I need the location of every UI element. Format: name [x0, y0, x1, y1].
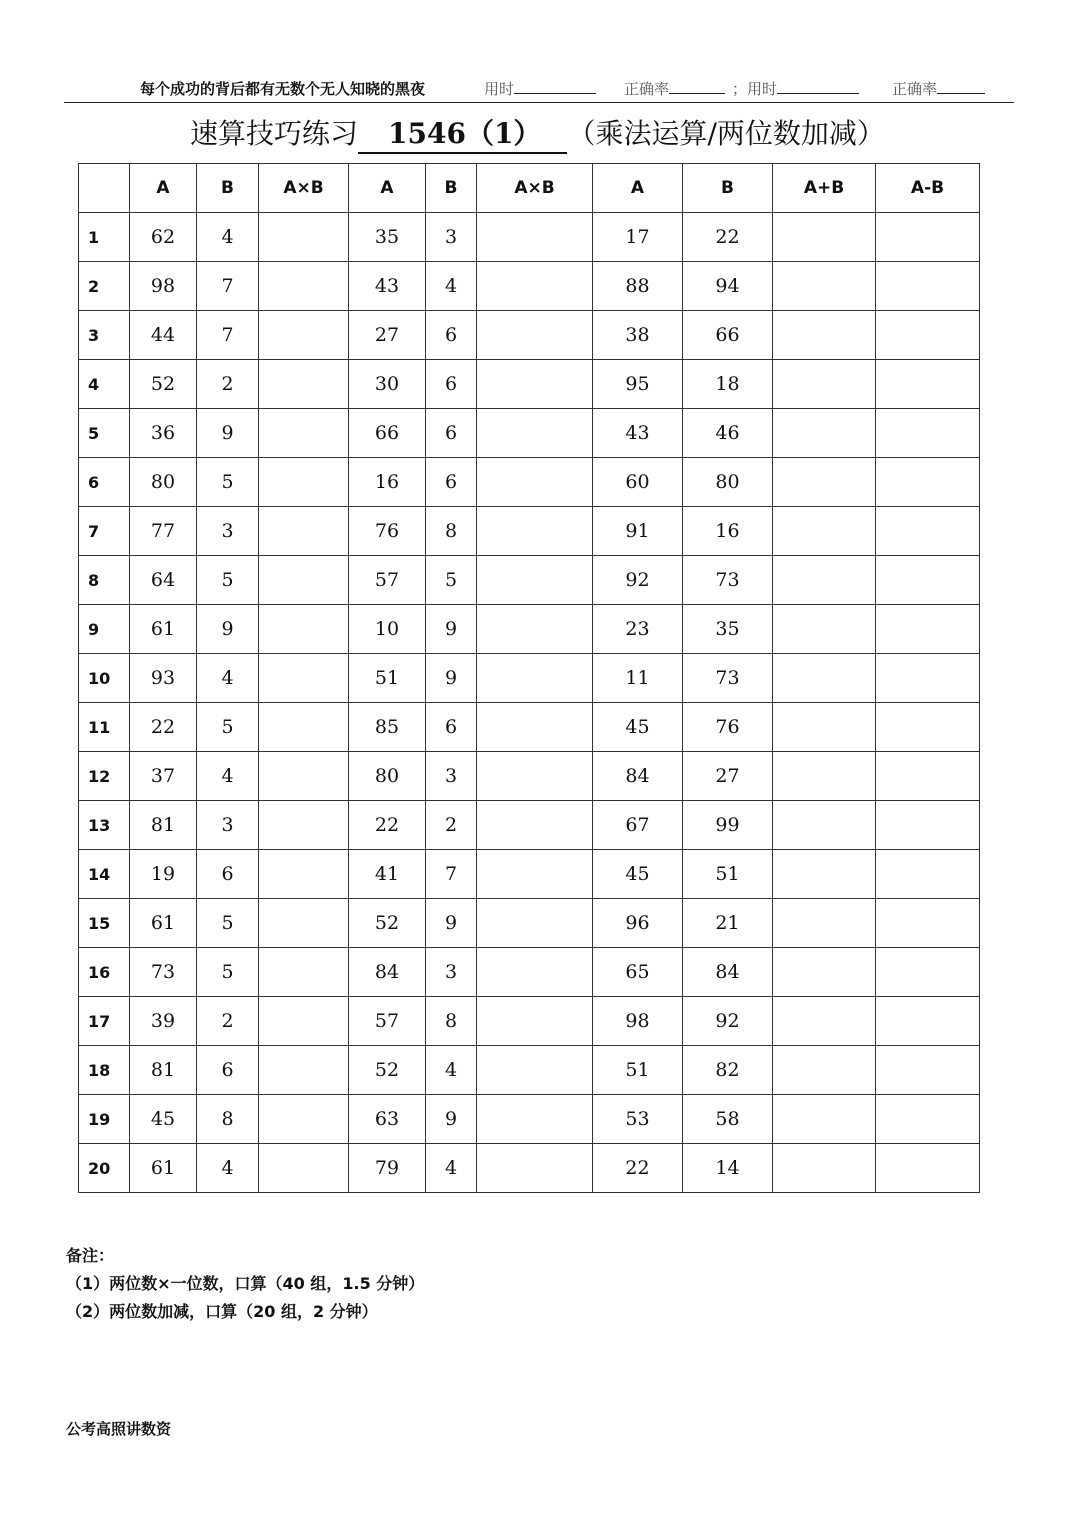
- accuracy-label-1: 正确率: [624, 80, 670, 98]
- operand-cell: 22: [593, 1144, 683, 1193]
- operand-cell: 10: [349, 605, 426, 654]
- answer-cell[interactable]: [773, 262, 876, 311]
- operand-cell: 21: [683, 899, 773, 948]
- answer-cell[interactable]: [876, 507, 980, 556]
- table-row: [79, 948, 980, 997]
- operand-cell: 66: [349, 409, 426, 458]
- notes-heading: 备注：: [66, 1246, 115, 1265]
- table-body: [79, 213, 980, 1193]
- table-row: [79, 507, 980, 556]
- operand-cell: 52: [349, 899, 426, 948]
- operand-cell: 57: [349, 556, 426, 605]
- accuracy-blank-1[interactable]: [669, 79, 725, 94]
- operand-cell: 67: [593, 801, 683, 850]
- row-number: 7: [79, 507, 130, 556]
- answer-cell[interactable]: [876, 801, 980, 850]
- operand-cell: 45: [130, 1095, 197, 1144]
- operand-cell: 45: [593, 850, 683, 899]
- footer-text: 公考高照讲数资: [66, 1420, 172, 1438]
- answer-cell[interactable]: [773, 458, 876, 507]
- answer-cell[interactable]: [259, 605, 349, 654]
- answer-cell[interactable]: [477, 605, 593, 654]
- row-number: 13: [79, 801, 130, 850]
- answer-cell[interactable]: [876, 213, 980, 262]
- operand-cell: 91: [593, 507, 683, 556]
- row-number: 14: [79, 850, 130, 899]
- operand-cell: 84: [683, 948, 773, 997]
- operand-cell: 22: [349, 801, 426, 850]
- operand-cell: 58: [683, 1095, 773, 1144]
- operand-cell: 2: [197, 360, 259, 409]
- row-number: 1: [79, 213, 130, 262]
- table-row: [79, 703, 980, 752]
- row-number: 18: [79, 1046, 130, 1095]
- operand-cell: 5: [197, 556, 259, 605]
- answer-cell[interactable]: [773, 703, 876, 752]
- column-header: B: [683, 164, 773, 213]
- operand-cell: 22: [130, 703, 197, 752]
- column-header: [79, 164, 130, 213]
- table-row: [79, 262, 980, 311]
- row-number: 19: [79, 1095, 130, 1144]
- answer-cell[interactable]: [477, 801, 593, 850]
- row-number: 12: [79, 752, 130, 801]
- answer-cell[interactable]: [773, 948, 876, 997]
- operand-cell: 66: [683, 311, 773, 360]
- answer-cell[interactable]: [477, 409, 593, 458]
- operand-cell: 5: [426, 556, 477, 605]
- operand-cell: 38: [593, 311, 683, 360]
- operand-cell: 2: [197, 997, 259, 1046]
- practice-table: [78, 163, 980, 1193]
- operand-cell: 9: [197, 605, 259, 654]
- row-number: 8: [79, 556, 130, 605]
- operand-cell: 61: [130, 605, 197, 654]
- operand-cell: 94: [683, 262, 773, 311]
- operand-cell: 17: [593, 213, 683, 262]
- operand-cell: 65: [593, 948, 683, 997]
- row-number: 15: [79, 899, 130, 948]
- operand-cell: 5: [197, 899, 259, 948]
- operand-cell: 30: [349, 360, 426, 409]
- answer-cell[interactable]: [259, 850, 349, 899]
- answer-cell[interactable]: [477, 948, 593, 997]
- operand-cell: 73: [683, 654, 773, 703]
- time-field-1[interactable]: [484, 78, 596, 99]
- operand-cell: 80: [683, 458, 773, 507]
- note-item-1: （1）两位数×一位数，口算（40 组，1.5 分钟）: [66, 1274, 425, 1293]
- answer-cell[interactable]: [259, 1144, 349, 1193]
- column-header: A+B: [773, 164, 876, 213]
- operand-cell: 4: [197, 1144, 259, 1193]
- table-header-row: [79, 164, 980, 213]
- operand-cell: 27: [349, 311, 426, 360]
- column-header: A-B: [876, 164, 980, 213]
- operand-cell: 98: [130, 262, 197, 311]
- column-header: B: [426, 164, 477, 213]
- row-number: 17: [79, 997, 130, 1046]
- table-row: [79, 1046, 980, 1095]
- answer-cell[interactable]: [477, 703, 593, 752]
- operand-cell: 57: [349, 997, 426, 1046]
- table-row: [79, 997, 980, 1046]
- operand-cell: 4: [426, 1144, 477, 1193]
- operand-cell: 6: [426, 360, 477, 409]
- table-row: [79, 311, 980, 360]
- answer-cell[interactable]: [477, 213, 593, 262]
- answer-cell[interactable]: [876, 752, 980, 801]
- answer-cell[interactable]: [773, 997, 876, 1046]
- operand-cell: 79: [349, 1144, 426, 1193]
- answer-cell[interactable]: [477, 311, 593, 360]
- operand-cell: 8: [197, 1095, 259, 1144]
- operand-cell: 95: [593, 360, 683, 409]
- answer-cell[interactable]: [477, 458, 593, 507]
- operand-cell: 52: [130, 360, 197, 409]
- answer-cell[interactable]: [259, 507, 349, 556]
- operand-cell: 19: [130, 850, 197, 899]
- operand-cell: 76: [683, 703, 773, 752]
- operand-cell: 9: [426, 899, 477, 948]
- answer-cell[interactable]: [259, 899, 349, 948]
- answer-cell[interactable]: [477, 752, 593, 801]
- header-bar: [64, 76, 1014, 103]
- operand-cell: 22: [683, 213, 773, 262]
- answer-cell[interactable]: [477, 360, 593, 409]
- answer-cell[interactable]: [773, 213, 876, 262]
- column-header: B: [197, 164, 259, 213]
- operand-cell: 9: [426, 1095, 477, 1144]
- operand-cell: 3: [426, 948, 477, 997]
- operand-cell: 4: [197, 654, 259, 703]
- operand-cell: 35: [349, 213, 426, 262]
- answer-cell[interactable]: [477, 997, 593, 1046]
- operand-cell: 45: [593, 703, 683, 752]
- table-row: [79, 654, 980, 703]
- operand-cell: 4: [197, 213, 259, 262]
- answer-cell[interactable]: [876, 605, 980, 654]
- operand-cell: 44: [130, 311, 197, 360]
- operand-cell: 39: [130, 997, 197, 1046]
- row-number: 3: [79, 311, 130, 360]
- answer-cell[interactable]: [477, 262, 593, 311]
- answer-cell[interactable]: [773, 752, 876, 801]
- time-blank-2[interactable]: [777, 79, 859, 94]
- operand-cell: 60: [593, 458, 683, 507]
- operand-cell: 7: [197, 262, 259, 311]
- answer-cell[interactable]: [876, 1046, 980, 1095]
- table-row: [79, 409, 980, 458]
- answer-cell[interactable]: [259, 1095, 349, 1144]
- answer-cell[interactable]: [773, 311, 876, 360]
- table-row: [79, 1144, 980, 1193]
- answer-cell[interactable]: [876, 703, 980, 752]
- column-header: A: [130, 164, 197, 213]
- table-row: [79, 213, 980, 262]
- operand-cell: 27: [683, 752, 773, 801]
- operand-cell: 53: [593, 1095, 683, 1144]
- table-row: [79, 850, 980, 899]
- answer-cell[interactable]: [773, 1095, 876, 1144]
- operand-cell: 73: [130, 948, 197, 997]
- operand-cell: 5: [197, 948, 259, 997]
- operand-cell: 85: [349, 703, 426, 752]
- operand-cell: 73: [683, 556, 773, 605]
- answer-cell[interactable]: [259, 752, 349, 801]
- operand-cell: 3: [197, 507, 259, 556]
- operand-cell: 35: [683, 605, 773, 654]
- accuracy-label-2: 正确率: [892, 80, 938, 98]
- row-number: 10: [79, 654, 130, 703]
- operand-cell: 98: [593, 997, 683, 1046]
- answer-cell[interactable]: [773, 360, 876, 409]
- answer-cell[interactable]: [477, 507, 593, 556]
- answer-cell[interactable]: [259, 311, 349, 360]
- operand-cell: 96: [593, 899, 683, 948]
- answer-cell[interactable]: [477, 1095, 593, 1144]
- answer-cell[interactable]: [876, 360, 980, 409]
- table-row: [79, 360, 980, 409]
- answer-cell[interactable]: [477, 556, 593, 605]
- time-field-2[interactable]: [732, 78, 859, 99]
- table-row: [79, 801, 980, 850]
- column-header: A: [593, 164, 683, 213]
- operand-cell: 43: [593, 409, 683, 458]
- time-blank-1[interactable]: [514, 79, 596, 94]
- accuracy-blank-2[interactable]: [937, 79, 985, 94]
- operand-cell: 84: [349, 948, 426, 997]
- operand-cell: 4: [426, 1046, 477, 1095]
- operand-cell: 52: [349, 1046, 426, 1095]
- operand-cell: 9: [197, 409, 259, 458]
- row-number: 6: [79, 458, 130, 507]
- operand-cell: 61: [130, 899, 197, 948]
- row-number: 11: [79, 703, 130, 752]
- answer-cell[interactable]: [259, 703, 349, 752]
- operand-cell: 5: [197, 458, 259, 507]
- operand-cell: 18: [683, 360, 773, 409]
- operand-cell: 36: [130, 409, 197, 458]
- operand-cell: 7: [197, 311, 259, 360]
- operand-cell: 5: [197, 703, 259, 752]
- operand-cell: 92: [593, 556, 683, 605]
- table-row: [79, 899, 980, 948]
- operand-cell: 16: [683, 507, 773, 556]
- operand-cell: 2: [426, 801, 477, 850]
- answer-cell[interactable]: [773, 605, 876, 654]
- operand-cell: 82: [683, 1046, 773, 1095]
- page-title: [190, 112, 910, 152]
- answer-cell[interactable]: [876, 899, 980, 948]
- operand-cell: 4: [426, 262, 477, 311]
- operand-cell: 4: [197, 752, 259, 801]
- notes-section: [66, 1242, 424, 1326]
- answer-cell[interactable]: [876, 850, 980, 899]
- table-row: [79, 605, 980, 654]
- operand-cell: 62: [130, 213, 197, 262]
- operand-cell: 93: [130, 654, 197, 703]
- operand-cell: 11: [593, 654, 683, 703]
- operand-cell: 51: [349, 654, 426, 703]
- row-number: 2: [79, 262, 130, 311]
- operand-cell: 6: [197, 1046, 259, 1095]
- answer-cell[interactable]: [876, 997, 980, 1046]
- time-label-1: 用时: [484, 80, 515, 98]
- answer-cell[interactable]: [773, 850, 876, 899]
- title-number: 1546（1）: [358, 112, 567, 154]
- answer-cell[interactable]: [773, 899, 876, 948]
- operand-cell: 3: [426, 752, 477, 801]
- answer-cell[interactable]: [773, 1144, 876, 1193]
- operand-cell: 81: [130, 1046, 197, 1095]
- answer-cell[interactable]: [259, 1046, 349, 1095]
- row-number: 5: [79, 409, 130, 458]
- answer-cell[interactable]: [477, 850, 593, 899]
- operand-cell: 6: [426, 703, 477, 752]
- answer-cell[interactable]: [876, 409, 980, 458]
- answer-cell[interactable]: [876, 948, 980, 997]
- answer-cell[interactable]: [259, 458, 349, 507]
- operand-cell: 84: [593, 752, 683, 801]
- operand-cell: 3: [426, 213, 477, 262]
- column-header: A: [349, 164, 426, 213]
- operand-cell: 46: [683, 409, 773, 458]
- operand-cell: 6: [197, 850, 259, 899]
- operand-cell: 9: [426, 605, 477, 654]
- answer-cell[interactable]: [259, 262, 349, 311]
- operand-cell: 6: [426, 458, 477, 507]
- row-number: 4: [79, 360, 130, 409]
- operand-cell: 41: [349, 850, 426, 899]
- answer-cell[interactable]: [259, 948, 349, 997]
- operand-cell: 7: [426, 850, 477, 899]
- row-number: 20: [79, 1144, 130, 1193]
- operand-cell: 64: [130, 556, 197, 605]
- title-suffix: （乘法运算/两位数加减）: [567, 117, 885, 150]
- table-row: [79, 458, 980, 507]
- operand-cell: 81: [130, 801, 197, 850]
- operand-cell: 77: [130, 507, 197, 556]
- time-label-2: 用时: [747, 80, 778, 98]
- answer-cell[interactable]: [773, 409, 876, 458]
- operand-cell: 14: [683, 1144, 773, 1193]
- column-header: A×B: [477, 164, 593, 213]
- answer-cell[interactable]: [876, 311, 980, 360]
- operand-cell: 6: [426, 409, 477, 458]
- answer-cell[interactable]: [773, 654, 876, 703]
- operand-cell: 63: [349, 1095, 426, 1144]
- answer-cell[interactable]: [477, 1046, 593, 1095]
- operand-cell: 51: [593, 1046, 683, 1095]
- answer-cell[interactable]: [259, 654, 349, 703]
- answer-cell[interactable]: [876, 1095, 980, 1144]
- table-row: [79, 1095, 980, 1144]
- operand-cell: 88: [593, 262, 683, 311]
- column-header: A×B: [259, 164, 349, 213]
- operand-cell: 92: [683, 997, 773, 1046]
- operand-cell: 23: [593, 605, 683, 654]
- answer-cell[interactable]: [876, 458, 980, 507]
- row-number: 16: [79, 948, 130, 997]
- separator: ；: [732, 80, 748, 98]
- answer-cell[interactable]: [773, 1046, 876, 1095]
- note-item-2: （2）两位数加减，口算（20 组，2 分钟）: [66, 1302, 378, 1321]
- answer-cell[interactable]: [876, 262, 980, 311]
- answer-cell[interactable]: [876, 556, 980, 605]
- operand-cell: 76: [349, 507, 426, 556]
- operand-cell: 8: [426, 997, 477, 1046]
- accuracy-field-1[interactable]: [624, 78, 725, 99]
- motto-text: 每个成功的背后都有无数个无人知晓的黑夜: [140, 80, 426, 98]
- answer-cell[interactable]: [477, 1144, 593, 1193]
- operand-cell: 99: [683, 801, 773, 850]
- operand-cell: 43: [349, 262, 426, 311]
- title-prefix: 速算技巧练习: [190, 117, 359, 150]
- answer-cell[interactable]: [259, 997, 349, 1046]
- table-row: [79, 752, 980, 801]
- operand-cell: 80: [130, 458, 197, 507]
- answer-cell[interactable]: [259, 360, 349, 409]
- accuracy-field-2[interactable]: [892, 78, 985, 99]
- answer-cell[interactable]: [259, 556, 349, 605]
- answer-cell[interactable]: [773, 556, 876, 605]
- answer-cell[interactable]: [876, 654, 980, 703]
- row-number: 9: [79, 605, 130, 654]
- answer-cell[interactable]: [259, 409, 349, 458]
- answer-cell[interactable]: [259, 213, 349, 262]
- operand-cell: 61: [130, 1144, 197, 1193]
- operand-cell: 8: [426, 507, 477, 556]
- answer-cell[interactable]: [259, 801, 349, 850]
- answer-cell[interactable]: [477, 899, 593, 948]
- operand-cell: 37: [130, 752, 197, 801]
- operand-cell: 9: [426, 654, 477, 703]
- table-row: [79, 556, 980, 605]
- operand-cell: 3: [197, 801, 259, 850]
- answer-cell[interactable]: [477, 654, 593, 703]
- operand-cell: 51: [683, 850, 773, 899]
- operand-cell: 6: [426, 311, 477, 360]
- operand-cell: 16: [349, 458, 426, 507]
- operand-cell: 80: [349, 752, 426, 801]
- answer-cell[interactable]: [773, 507, 876, 556]
- answer-cell[interactable]: [876, 1144, 980, 1193]
- answer-cell[interactable]: [773, 801, 876, 850]
